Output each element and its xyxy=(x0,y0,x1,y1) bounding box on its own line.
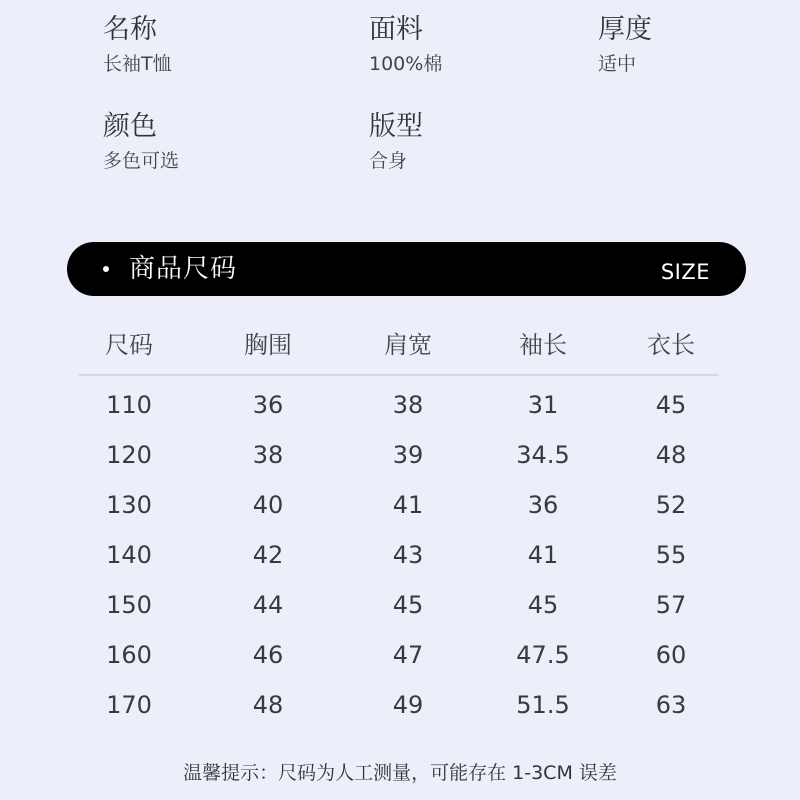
spec-thickness-label: 厚度 xyxy=(598,14,652,45)
table-cell: 38 xyxy=(392,391,424,419)
table-cell: 120 xyxy=(106,441,152,469)
table-header-shoulder: 肩宽 xyxy=(384,331,432,359)
table-cell: 60 xyxy=(655,641,687,669)
table-header-sleeve: 袖长 xyxy=(519,331,567,359)
spec-fabric-label: 面料 xyxy=(369,14,423,45)
table-header-chest: 胸围 xyxy=(244,331,292,359)
spec-name-value: 长袖T恤 xyxy=(103,53,172,75)
size-section-tag: SIZE xyxy=(660,260,710,284)
spec-color xyxy=(103,111,179,173)
table-cell: 49 xyxy=(392,691,424,719)
table-cell: 160 xyxy=(106,641,152,669)
table-cell: 34.5 xyxy=(516,441,570,469)
table-cell: 57 xyxy=(655,591,687,619)
spec-fit-value: 合身 xyxy=(369,150,408,172)
table-cell: 51.5 xyxy=(516,691,570,719)
table-cell: 170 xyxy=(106,691,152,719)
table-cell: 46 xyxy=(252,641,284,669)
table-cell: 36 xyxy=(527,491,559,519)
table-cell: 45 xyxy=(655,391,687,419)
spec-name xyxy=(103,14,172,76)
table-header-length: 衣长 xyxy=(647,331,695,359)
table-cell: 47 xyxy=(392,641,424,669)
spec-fit xyxy=(369,111,423,173)
table-cell: 40 xyxy=(252,491,284,519)
table-cell: 48 xyxy=(252,691,284,719)
size-section-title: 商品尺码 xyxy=(129,254,238,284)
measurement-note: 温馨提示：尺码为人工测量，可能存在 1-3CM 误差 xyxy=(183,762,617,784)
table-cell: 150 xyxy=(106,591,152,619)
table-header-size: 尺码 xyxy=(105,331,153,359)
spec-name-label: 名称 xyxy=(103,14,157,45)
table-cell: 110 xyxy=(106,391,152,419)
table-divider xyxy=(79,374,719,376)
spec-thickness-value: 适中 xyxy=(598,53,637,75)
spec-fabric-value: 100%棉 xyxy=(369,53,443,75)
table-cell: 39 xyxy=(392,441,424,469)
table-cell: 47.5 xyxy=(516,641,570,669)
table-cell: 52 xyxy=(655,491,687,519)
table-cell: 130 xyxy=(106,491,152,519)
table-cell: 45 xyxy=(527,591,559,619)
table-cell: 63 xyxy=(655,691,687,719)
table-cell: 41 xyxy=(392,491,424,519)
table-cell: 45 xyxy=(392,591,424,619)
spec-fabric xyxy=(369,14,442,76)
table-cell: 38 xyxy=(252,441,284,469)
spec-color-label: 颜色 xyxy=(103,111,157,142)
spec-color-value: 多色可选 xyxy=(103,150,180,172)
table-cell: 31 xyxy=(527,391,559,419)
size-section-header xyxy=(67,242,746,296)
table-cell: 42 xyxy=(252,541,284,569)
table-cell: 55 xyxy=(655,541,687,569)
table-cell: 140 xyxy=(106,541,152,569)
table-cell: 44 xyxy=(252,591,284,619)
table-cell: 48 xyxy=(655,441,687,469)
table-cell: 43 xyxy=(392,541,424,569)
spec-thickness xyxy=(598,14,652,76)
bullet-icon xyxy=(103,266,109,272)
table-cell: 36 xyxy=(252,391,284,419)
table-cell: 41 xyxy=(527,541,559,569)
spec-fit-label: 版型 xyxy=(369,111,423,142)
